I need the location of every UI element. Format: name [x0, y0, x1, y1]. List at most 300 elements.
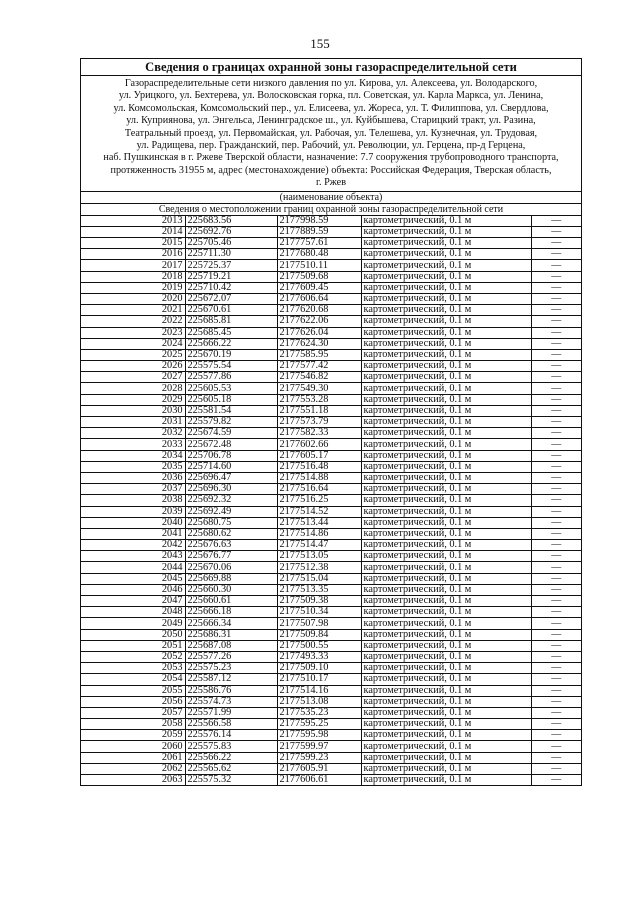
- method-accuracy-cell: картометрический, 0.1 м: [361, 651, 531, 662]
- table-row: [81, 551, 581, 562]
- y-coordinate-cell: 2177595.98: [277, 730, 361, 741]
- point-number-cell: 2062: [81, 763, 185, 774]
- description-cell: —: [531, 271, 581, 282]
- y-coordinate-cell: 2177507.98: [277, 618, 361, 629]
- table-row: [81, 495, 581, 506]
- point-number-cell: 2013: [81, 216, 185, 227]
- table-row: [81, 405, 581, 416]
- y-coordinate-cell: 2177535.23: [277, 707, 361, 718]
- description-cell: —: [531, 540, 581, 551]
- method-accuracy-cell: картометрический, 0.1 м: [361, 316, 531, 327]
- x-coordinate-cell: 225670.06: [185, 562, 277, 573]
- y-coordinate-cell: 2177514.47: [277, 540, 361, 551]
- x-coordinate-cell: 225672.48: [185, 439, 277, 450]
- table-row: [81, 651, 581, 662]
- description-line: ул. Радищева, пер. Гражданский, пер. Рабочий, ул. Революции, ул. Герцена, пр-д Герцена,: [136, 140, 526, 152]
- x-coordinate-cell: 225571.99: [185, 707, 277, 718]
- y-coordinate-cell: 2177573.79: [277, 417, 361, 428]
- method-accuracy-cell: картометрический, 0.1 м: [361, 338, 531, 349]
- description-line: г. Ржев: [315, 177, 347, 189]
- x-coordinate-cell: 225581.54: [185, 405, 277, 416]
- method-accuracy-cell: картометрический, 0.1 м: [361, 596, 531, 607]
- x-coordinate-cell: 225686.31: [185, 629, 277, 640]
- table-row: [81, 573, 581, 584]
- x-coordinate-cell: 225687.08: [185, 640, 277, 651]
- table-row: [81, 383, 581, 394]
- x-coordinate-cell: 225719.21: [185, 271, 277, 282]
- x-coordinate-cell: 225692.32: [185, 495, 277, 506]
- y-coordinate-cell: 2177509.84: [277, 629, 361, 640]
- page-number: 155: [310, 36, 330, 51]
- description-line: ул. Комсомольская, Комсомольский пер., ул. Елисеева, ул. Жореса, ул. Т. Филиппова, ул. Свердлова,: [113, 102, 549, 114]
- table-row: [81, 607, 581, 618]
- y-coordinate-cell: 2177605.91: [277, 763, 361, 774]
- x-coordinate-cell: 225670.19: [185, 349, 277, 360]
- table-row: [81, 238, 581, 249]
- table-row: [81, 305, 581, 316]
- y-coordinate-cell: 2177599.23: [277, 752, 361, 763]
- point-number-cell: 2048: [81, 607, 185, 618]
- point-number-cell: 2030: [81, 405, 185, 416]
- x-coordinate-cell: 225575.54: [185, 361, 277, 372]
- description-cell: —: [531, 640, 581, 651]
- description-cell: —: [531, 417, 581, 428]
- description-cell: —: [531, 461, 581, 472]
- description-cell: —: [531, 394, 581, 405]
- point-number-cell: 2037: [81, 484, 185, 495]
- point-number-cell: 2015: [81, 238, 185, 249]
- method-accuracy-cell: картометрический, 0.1 м: [361, 674, 531, 685]
- description-cell: —: [531, 405, 581, 416]
- x-coordinate-cell: 225710.42: [185, 282, 277, 293]
- description-cell: —: [531, 719, 581, 730]
- method-accuracy-cell: картометрический, 0.1 м: [361, 629, 531, 640]
- table-row: [81, 484, 581, 495]
- method-accuracy-cell: картометрический, 0.1 м: [361, 226, 531, 237]
- y-coordinate-cell: 2177516.25: [277, 495, 361, 506]
- coordinates-table-body: [81, 216, 581, 786]
- y-coordinate-cell: 2177602.66: [277, 439, 361, 450]
- point-number-cell: 2035: [81, 461, 185, 472]
- description-cell: —: [531, 361, 581, 372]
- x-coordinate-cell: 225574.73: [185, 696, 277, 707]
- x-coordinate-cell: 225605.18: [185, 394, 277, 405]
- method-accuracy-cell: картометрический, 0.1 м: [361, 472, 531, 483]
- y-coordinate-cell: 2177509.68: [277, 271, 361, 282]
- y-coordinate-cell: 2177577.42: [277, 361, 361, 372]
- table-row: [81, 226, 581, 237]
- method-accuracy-cell: картометрический, 0.1 м: [361, 361, 531, 372]
- point-number-cell: 2031: [81, 417, 185, 428]
- method-accuracy-cell: картометрический, 0.1 м: [361, 618, 531, 629]
- point-number-cell: 2043: [81, 551, 185, 562]
- table-row: [81, 584, 581, 595]
- table-row: [81, 361, 581, 372]
- description-cell: —: [531, 383, 581, 394]
- table-row: [81, 685, 581, 696]
- y-coordinate-cell: 2177510.34: [277, 607, 361, 618]
- table-row: [81, 293, 581, 304]
- point-number-cell: 2044: [81, 562, 185, 573]
- y-coordinate-cell: 2177513.35: [277, 584, 361, 595]
- description-cell: —: [531, 618, 581, 629]
- description-cell: —: [531, 349, 581, 360]
- point-number-cell: 2022: [81, 316, 185, 327]
- point-number-cell: 2052: [81, 651, 185, 662]
- y-coordinate-cell: 2177606.61: [277, 775, 361, 786]
- x-coordinate-cell: 225666.22: [185, 338, 277, 349]
- x-coordinate-cell: 225676.63: [185, 540, 277, 551]
- method-accuracy-cell: картометрический, 0.1 м: [361, 495, 531, 506]
- point-number-cell: 2060: [81, 741, 185, 752]
- y-coordinate-cell: 2177680.48: [277, 249, 361, 260]
- x-coordinate-cell: 225676.77: [185, 551, 277, 562]
- description-cell: —: [531, 573, 581, 584]
- description-cell: —: [531, 260, 581, 271]
- x-coordinate-cell: 225725.37: [185, 260, 277, 271]
- y-coordinate-cell: 2177516.48: [277, 461, 361, 472]
- y-coordinate-cell: 2177514.88: [277, 472, 361, 483]
- coordinates-section-title: Сведения о местоположении границ охранной зоны газораспределительной сети: [81, 204, 581, 216]
- point-number-cell: 2024: [81, 338, 185, 349]
- y-coordinate-cell: 2177513.08: [277, 696, 361, 707]
- point-number-cell: 2026: [81, 361, 185, 372]
- description-cell: —: [531, 484, 581, 495]
- method-accuracy-cell: картометрический, 0.1 м: [361, 752, 531, 763]
- point-number-cell: 2051: [81, 640, 185, 651]
- method-accuracy-cell: картометрический, 0.1 м: [361, 663, 531, 674]
- description-cell: —: [531, 293, 581, 304]
- object-name-caption: (наименование объекта): [81, 192, 581, 204]
- point-number-cell: 2039: [81, 506, 185, 517]
- table-row: [81, 260, 581, 271]
- table-row: [81, 316, 581, 327]
- table-row: [81, 282, 581, 293]
- description-cell: —: [531, 472, 581, 483]
- description-line: протяженность 31955 м, адрес (местонахождение) объекта: Российская Федерация, Тверская область,: [110, 164, 552, 176]
- method-accuracy-cell: картометрический, 0.1 м: [361, 372, 531, 383]
- table-row: [81, 696, 581, 707]
- point-number-cell: 2055: [81, 685, 185, 696]
- description-cell: —: [531, 528, 581, 539]
- x-coordinate-cell: 225692.49: [185, 506, 277, 517]
- point-number-cell: 2036: [81, 472, 185, 483]
- x-coordinate-cell: 225565.62: [185, 763, 277, 774]
- x-coordinate-cell: 225680.75: [185, 517, 277, 528]
- x-coordinate-cell: 225696.30: [185, 484, 277, 495]
- x-coordinate-cell: 225605.53: [185, 383, 277, 394]
- description-cell: —: [531, 562, 581, 573]
- point-number-cell: 2045: [81, 573, 185, 584]
- table-row: [81, 741, 581, 752]
- x-coordinate-cell: 225683.56: [185, 216, 277, 227]
- description-cell: —: [531, 450, 581, 461]
- description-line: наб. Пушкинская в г. Ржеве Тверской области, назначение: 7.7 сооружения трубопроводного транспорта,: [103, 152, 559, 164]
- table-row: [81, 216, 581, 227]
- point-number-cell: 2020: [81, 293, 185, 304]
- point-number-cell: 2059: [81, 730, 185, 741]
- x-coordinate-cell: 225672.07: [185, 293, 277, 304]
- method-accuracy-cell: картометрический, 0.1 м: [361, 405, 531, 416]
- x-coordinate-cell: 225706.78: [185, 450, 277, 461]
- description-cell: —: [531, 551, 581, 562]
- x-coordinate-cell: 225577.26: [185, 651, 277, 662]
- method-accuracy-cell: картометрический, 0.1 м: [361, 730, 531, 741]
- y-coordinate-cell: 2177514.86: [277, 528, 361, 539]
- table-row: [81, 349, 581, 360]
- point-number-cell: 2057: [81, 707, 185, 718]
- point-number-cell: 2047: [81, 596, 185, 607]
- table-row: [81, 663, 581, 674]
- table-row: [81, 428, 581, 439]
- point-number-cell: 2050: [81, 629, 185, 640]
- method-accuracy-cell: картометрический, 0.1 м: [361, 293, 531, 304]
- table-row: [81, 640, 581, 651]
- description-cell: —: [531, 651, 581, 662]
- point-number-cell: 2016: [81, 249, 185, 260]
- point-number-cell: 2025: [81, 349, 185, 360]
- y-coordinate-cell: 2177605.17: [277, 450, 361, 461]
- point-number-cell: 2033: [81, 439, 185, 450]
- x-coordinate-cell: 225696.47: [185, 472, 277, 483]
- point-number-cell: 2034: [81, 450, 185, 461]
- description-cell: —: [531, 316, 581, 327]
- point-number-cell: 2061: [81, 752, 185, 763]
- point-number-cell: 2053: [81, 663, 185, 674]
- method-accuracy-cell: картометрический, 0.1 м: [361, 763, 531, 774]
- table-row: [81, 372, 581, 383]
- y-coordinate-cell: 2177516.64: [277, 484, 361, 495]
- description-cell: —: [531, 338, 581, 349]
- x-coordinate-cell: 225714.60: [185, 461, 277, 472]
- point-number-cell: 2041: [81, 528, 185, 539]
- point-number-cell: 2042: [81, 540, 185, 551]
- point-number-cell: 2058: [81, 719, 185, 730]
- method-accuracy-cell: картометрический, 0.1 м: [361, 238, 531, 249]
- description-cell: —: [531, 216, 581, 227]
- table-row: [81, 517, 581, 528]
- method-accuracy-cell: картометрический, 0.1 м: [361, 551, 531, 562]
- table-row: [81, 562, 581, 573]
- y-coordinate-cell: 2177514.52: [277, 506, 361, 517]
- table-row: [81, 763, 581, 774]
- method-accuracy-cell: картометрический, 0.1 м: [361, 707, 531, 718]
- description-cell: —: [531, 495, 581, 506]
- y-coordinate-cell: 2177509.10: [277, 663, 361, 674]
- method-accuracy-cell: картометрический, 0.1 м: [361, 450, 531, 461]
- table-row: [81, 472, 581, 483]
- method-accuracy-cell: картометрический, 0.1 м: [361, 719, 531, 730]
- table-row: [81, 271, 581, 282]
- method-accuracy-cell: картометрический, 0.1 м: [361, 517, 531, 528]
- point-number-cell: 2014: [81, 226, 185, 237]
- x-coordinate-cell: 225685.45: [185, 327, 277, 338]
- description-cell: —: [531, 763, 581, 774]
- object-description: [81, 76, 581, 192]
- point-number-cell: 2040: [81, 517, 185, 528]
- table-row: [81, 394, 581, 405]
- description-cell: —: [531, 506, 581, 517]
- point-number-cell: 2018: [81, 271, 185, 282]
- x-coordinate-cell: 225566.22: [185, 752, 277, 763]
- description-cell: —: [531, 696, 581, 707]
- description-cell: —: [531, 226, 581, 237]
- description-cell: —: [551, 774, 562, 786]
- description-line: ул. Куприянова, ул. Энгельса, Ленинградское ш., ул. Куйбышева, Старицкий тракт, ул. Разина,: [126, 115, 536, 127]
- method-accuracy-cell: картометрический, 0.1 м: [361, 540, 531, 551]
- method-accuracy-cell: картометрический, 0.1 м: [361, 461, 531, 472]
- y-coordinate-cell: 2177582.33: [277, 428, 361, 439]
- y-coordinate-cell: 2177626.04: [277, 327, 361, 338]
- description-cell: —: [531, 372, 581, 383]
- description-line: Газораспределительные сети низкого давления по ул. Кирова, ул. Алексеева, ул. Володарского,: [124, 78, 538, 89]
- description-cell: —: [531, 428, 581, 439]
- description-cell: —: [531, 305, 581, 316]
- y-coordinate-cell: 2177624.30: [277, 338, 361, 349]
- x-coordinate-cell: 225660.30: [185, 584, 277, 595]
- y-coordinate-cell: 2177622.06: [277, 316, 361, 327]
- x-coordinate-cell: 225666.34: [185, 618, 277, 629]
- table-row: [81, 674, 581, 685]
- y-coordinate-cell: 2177998.59: [277, 216, 361, 227]
- method-accuracy-cell: картометрический, 0.1 м: [361, 685, 531, 696]
- table-row: [81, 506, 581, 517]
- table-row: [81, 752, 581, 763]
- description-cell: —: [531, 607, 581, 618]
- y-coordinate-cell: 2177510.11: [277, 260, 361, 271]
- y-coordinate-cell: 2177553.28: [277, 394, 361, 405]
- method-accuracy-cell: картометрический, 0.1 м: [361, 260, 531, 271]
- description-cell: —: [531, 730, 581, 741]
- x-coordinate-cell: 225660.61: [185, 596, 277, 607]
- x-coordinate-cell: 225669.88: [185, 573, 277, 584]
- description-cell: —: [531, 596, 581, 607]
- description-cell: —: [531, 752, 581, 763]
- description-cell: —: [531, 238, 581, 249]
- table-row: [81, 439, 581, 450]
- y-coordinate-cell: 2177546.82: [277, 372, 361, 383]
- description-cell: —: [531, 707, 581, 718]
- method-accuracy-cell: картометрический, 0.1 м: [361, 562, 531, 573]
- method-accuracy-cell: картометрический, 0.1 м: [361, 394, 531, 405]
- y-coordinate-cell: 2177514.16: [277, 685, 361, 696]
- x-coordinate-cell: 225711.30: [185, 249, 277, 260]
- table-row: [81, 417, 581, 428]
- point-number-cell: 2046: [81, 584, 185, 595]
- method-accuracy-cell: картометрический, 0.1 м: [361, 282, 531, 293]
- description-cell: —: [531, 741, 581, 752]
- method-accuracy-cell: картометрический, 0.1 м: [361, 506, 531, 517]
- point-number-cell: 2032: [81, 428, 185, 439]
- table-row: [81, 775, 581, 786]
- y-coordinate-cell: 2177510.17: [277, 674, 361, 685]
- table-row: [81, 327, 581, 338]
- table-row: [81, 249, 581, 260]
- y-coordinate-cell: 2177512.38: [277, 562, 361, 573]
- point-number-cell: 2019: [81, 282, 185, 293]
- point-number-cell: 2063: [81, 775, 185, 786]
- method-accuracy-cell: картометрический, 0.1 м: [361, 584, 531, 595]
- y-coordinate-cell: 2177513.44: [277, 517, 361, 528]
- method-accuracy-cell: картометрический, 0.1 м: [361, 349, 531, 360]
- x-coordinate-cell: 225577.86: [185, 372, 277, 383]
- method-accuracy-cell: картометрический, 0.1 м: [361, 439, 531, 450]
- boundary-document: [80, 58, 582, 786]
- x-coordinate-cell: 225566.58: [185, 719, 277, 730]
- table-row: [81, 461, 581, 472]
- method-accuracy-cell: картометрический, 0.1 м: [361, 640, 531, 651]
- y-coordinate-cell: 2177549.30: [277, 383, 361, 394]
- y-coordinate-cell: 2177609.45: [277, 282, 361, 293]
- y-coordinate-cell: 2177599.97: [277, 741, 361, 752]
- point-number-cell: 2038: [81, 495, 185, 506]
- description-cell: —: [531, 674, 581, 685]
- method-accuracy-cell: картометрический, 0.1 м: [361, 775, 531, 786]
- y-coordinate-cell: 2177757.61: [277, 238, 361, 249]
- x-coordinate-cell: 225685.81: [185, 316, 277, 327]
- y-coordinate-cell: 2177513.05: [277, 551, 361, 562]
- point-number-cell: 2023: [81, 327, 185, 338]
- x-coordinate-cell: 225680.62: [185, 528, 277, 539]
- x-coordinate-cell: 225576.14: [185, 730, 277, 741]
- method-accuracy-cell: картометрический, 0.1 м: [361, 573, 531, 584]
- table-row: [81, 540, 581, 551]
- y-coordinate-cell: 2177889.59: [277, 226, 361, 237]
- method-accuracy-cell: картометрический, 0.1 м: [361, 417, 531, 428]
- method-accuracy-cell: картометрический, 0.1 м: [361, 249, 531, 260]
- description-cell: —: [531, 249, 581, 260]
- x-coordinate-cell: 225666.18: [185, 607, 277, 618]
- x-coordinate-cell: 225587.12: [185, 674, 277, 685]
- method-accuracy-cell: картометрический, 0.1 м: [361, 696, 531, 707]
- table-row: [81, 629, 581, 640]
- y-coordinate-cell: 2177515.04: [277, 573, 361, 584]
- x-coordinate-cell: 225670.61: [185, 305, 277, 316]
- x-coordinate-cell: 225575.23: [185, 663, 277, 674]
- table-row: [81, 707, 581, 718]
- x-coordinate-cell: 225705.46: [185, 238, 277, 249]
- method-accuracy-cell: картометрический, 0.1 м: [361, 216, 531, 227]
- method-accuracy-cell: картометрический, 0.1 м: [361, 383, 531, 394]
- x-coordinate-cell: 225692.76: [185, 226, 277, 237]
- description-cell: —: [531, 327, 581, 338]
- method-accuracy-cell: картометрический, 0.1 м: [361, 428, 531, 439]
- method-accuracy-cell: картометрический, 0.1 м: [361, 305, 531, 316]
- description-line: ул. Урицкого, ул. Бехтерева, ул. Волосковская горка, пл. Советская, ул. Карла Маркса, ул. Ленина,: [118, 90, 544, 102]
- y-coordinate-cell: 2177585.95: [277, 349, 361, 360]
- point-number-cell: 2017: [81, 260, 185, 271]
- coordinates-table: [81, 216, 581, 786]
- point-number-cell: 2021: [81, 305, 185, 316]
- description-cell: —: [531, 439, 581, 450]
- table-row: [81, 528, 581, 539]
- table-row: [81, 730, 581, 741]
- point-number-cell: 2054: [81, 674, 185, 685]
- y-coordinate-cell: 2177620.68: [277, 305, 361, 316]
- method-accuracy-cell: картометрический, 0.1 м: [361, 484, 531, 495]
- x-coordinate-cell: 225586.76: [185, 685, 277, 696]
- method-accuracy-cell: картометрический, 0.1 м: [361, 528, 531, 539]
- table-row: [81, 719, 581, 730]
- x-coordinate-cell: 225579.82: [185, 417, 277, 428]
- description-cell: —: [531, 517, 581, 528]
- table-row: [81, 596, 581, 607]
- point-number-cell: 2056: [81, 696, 185, 707]
- y-coordinate-cell: 2177500.55: [277, 640, 361, 651]
- table-row: [81, 450, 581, 461]
- x-coordinate-cell: 225575.32: [185, 775, 277, 786]
- method-accuracy-cell: картометрический, 0.1 м: [361, 271, 531, 282]
